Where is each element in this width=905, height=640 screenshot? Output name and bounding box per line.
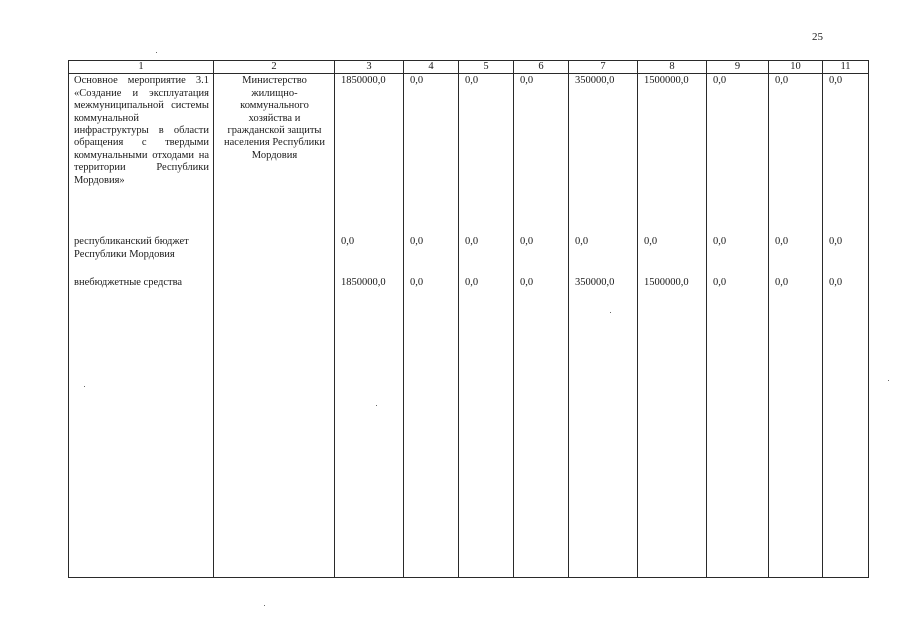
scan-speck [156, 52, 157, 53]
header-cell: 11 [823, 61, 869, 74]
value-cell: 0,0 [404, 74, 459, 236]
header-cell: 4 [404, 61, 459, 74]
value-cell: 0,0 [638, 235, 707, 276]
scan-speck [84, 386, 85, 387]
value-cell: 1500000,0 [638, 74, 707, 236]
value-cell: 0,0 [569, 235, 638, 276]
header-cell: 10 [769, 61, 823, 74]
header-cell: 6 [514, 61, 569, 74]
table-row [69, 74, 869, 236]
funding-source-label: республиканский бюджет Республики Мордовия [69, 235, 214, 276]
scan-speck [264, 605, 265, 606]
header-cell: 8 [638, 61, 707, 74]
page-number: 25 [812, 31, 823, 43]
value-cell: 0,0 [404, 276, 459, 578]
header-cell: 1 [69, 61, 214, 74]
value-cell: 0,0 [514, 235, 569, 276]
value-cell: 0,0 [707, 74, 769, 236]
value-cell: 0,0 [514, 276, 569, 578]
funding-table [68, 60, 869, 578]
header-cell: 9 [707, 61, 769, 74]
activity-label: Основное мероприятие 3.1 «Создание и эксплуатация межмуниципальной системы коммунальной инфраструктуры в области обращения с твердыми коммунальными отходами на территории Республики Мордовия» [69, 74, 214, 236]
responsible-executor: Министерство жилищно-коммунального хозяйства и гражданской защиты населения Республики Мордовия [214, 74, 335, 236]
value-cell: 0,0 [707, 276, 769, 578]
value-cell: 0,0 [707, 235, 769, 276]
responsible-executor [214, 235, 335, 276]
value-cell: 0,0 [335, 235, 404, 276]
value-cell: 0,0 [459, 74, 514, 236]
scan-speck [888, 380, 889, 381]
column-number-header [69, 61, 869, 74]
header-cell: 5 [459, 61, 514, 74]
value-cell: 0,0 [459, 276, 514, 578]
value-cell: 350000,0 [569, 276, 638, 578]
value-cell: 0,0 [823, 276, 869, 578]
scan-speck [376, 405, 377, 406]
value-cell: 0,0 [823, 74, 869, 236]
responsible-executor [214, 276, 335, 578]
value-cell: 0,0 [769, 276, 823, 578]
header-cell: 3 [335, 61, 404, 74]
header-cell: 7 [569, 61, 638, 74]
scan-speck [610, 312, 611, 313]
value-cell: 350000,0 [569, 74, 638, 236]
table-row [69, 276, 869, 578]
table-row [69, 235, 869, 276]
value-cell: 0,0 [459, 235, 514, 276]
funding-source-label: внебюджетные средства [69, 276, 214, 578]
value-cell: 1850000,0 [335, 276, 404, 578]
value-cell: 1500000,0 [638, 276, 707, 578]
value-cell: 1850000,0 [335, 74, 404, 236]
value-cell: 0,0 [769, 235, 823, 276]
value-cell: 0,0 [769, 74, 823, 236]
value-cell: 0,0 [823, 235, 869, 276]
value-cell: 0,0 [404, 235, 459, 276]
value-cell: 0,0 [514, 74, 569, 236]
header-cell: 2 [214, 61, 335, 74]
